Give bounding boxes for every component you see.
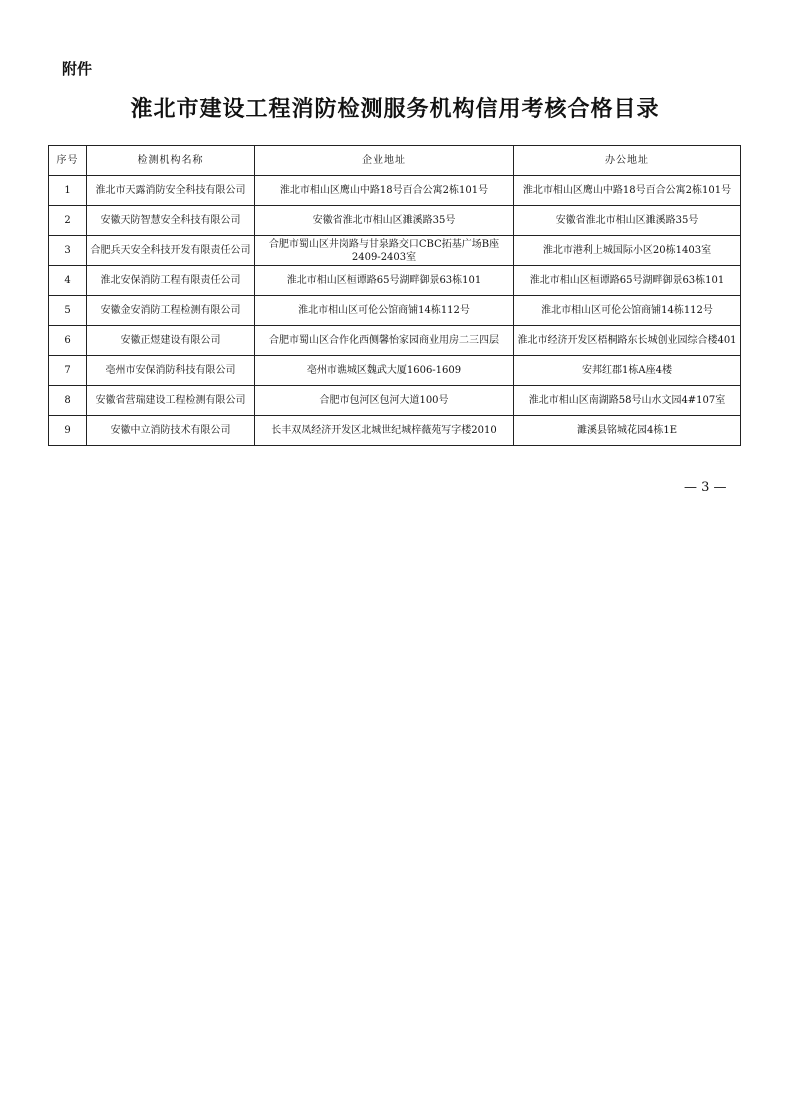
table-row: [49, 416, 741, 446]
org-name: 合肥兵天安全科技开发有限责任公司: [87, 236, 255, 266]
table-row: [49, 266, 741, 296]
office-address: 淮北市经济开发区梧桐路东长城创业园综合楼401: [514, 326, 741, 356]
office-address: 濉溪县铭城花园4栋1E: [514, 416, 741, 446]
row-index: 6: [49, 326, 87, 356]
header-index: 序号: [49, 146, 87, 176]
org-name: 安徽中立消防技术有限公司: [87, 416, 255, 446]
company-address: 淮北市相山区鹰山中路18号百合公寓2栋101号: [255, 176, 514, 206]
office-address: 淮北市相山区鹰山中路18号百合公寓2栋101号: [514, 176, 741, 206]
org-name: 安徽省营瑞建设工程检测有限公司: [87, 386, 255, 416]
table-row: [49, 236, 741, 266]
row-index: 7: [49, 356, 87, 386]
table-row: [49, 206, 741, 236]
table-row: [49, 356, 741, 386]
org-name: 安徽正煜建设有限公司: [87, 326, 255, 356]
row-index: 2: [49, 206, 87, 236]
office-address: 安邦红郡1栋A座4楼: [514, 356, 741, 386]
directory-table: [48, 145, 741, 446]
header-office-address: 办公地址: [514, 146, 741, 176]
office-address: 淮北市相山区桓谭路65号湖畔御景63栋101: [514, 266, 741, 296]
row-index: 8: [49, 386, 87, 416]
row-index: 4: [49, 266, 87, 296]
company-address: 合肥市蜀山区合作化西侧馨怡家园商业用房二三四层: [255, 326, 514, 356]
org-name: 淮北安保消防工程有限责任公司: [87, 266, 255, 296]
org-name: 淮北市天露消防安全科技有限公司: [87, 176, 255, 206]
table-row: [49, 296, 741, 326]
company-address: 亳州市谯城区魏武大厦1606-1609: [255, 356, 514, 386]
row-index: 5: [49, 296, 87, 326]
office-address: 淮北市港利上城国际小区20栋1403室: [514, 236, 741, 266]
office-address: 淮北市相山区可伦公馆商铺14栋112号: [514, 296, 741, 326]
org-name: 安徽天防智慧安全科技有限公司: [87, 206, 255, 236]
company-address: 合肥市包河区包河大道100号: [255, 386, 514, 416]
table-row: [49, 326, 741, 356]
office-address: 淮北市相山区南湖路58号山水文园4#107室: [514, 386, 741, 416]
document-title: 淮北市建设工程消防检测服务机构信用考核合格目录: [130, 97, 660, 122]
table-header-row: [49, 146, 741, 176]
company-address: 合肥市蜀山区井岗路与甘泉路交口CBC拓基广场B座2409-2403室: [255, 236, 514, 266]
office-address: 安徽省淮北市相山区濉溪路35号: [514, 206, 741, 236]
table-row: [49, 386, 741, 416]
page-number: — 3 —: [684, 480, 727, 495]
company-address: 安徽省淮北市相山区濉溪路35号: [255, 206, 514, 236]
company-address: 淮北市相山区可伦公馆商铺14栋112号: [255, 296, 514, 326]
table-row: [49, 176, 741, 206]
org-name: 安徽金安消防工程检测有限公司: [87, 296, 255, 326]
company-address: 淮北市相山区桓谭路65号湖畔御景63栋101: [255, 266, 514, 296]
row-index: 1: [49, 176, 87, 206]
org-name: 亳州市安保消防科技有限公司: [87, 356, 255, 386]
row-index: 3: [49, 236, 87, 266]
attachment-label: 附件: [62, 60, 93, 78]
header-company-address: 企业地址: [255, 146, 514, 176]
row-index: 9: [49, 416, 87, 446]
header-org-name: 检测机构名称: [87, 146, 255, 176]
company-address: 长丰双凤经济开发区北城世纪城梓薇苑写字楼2010: [255, 416, 514, 446]
